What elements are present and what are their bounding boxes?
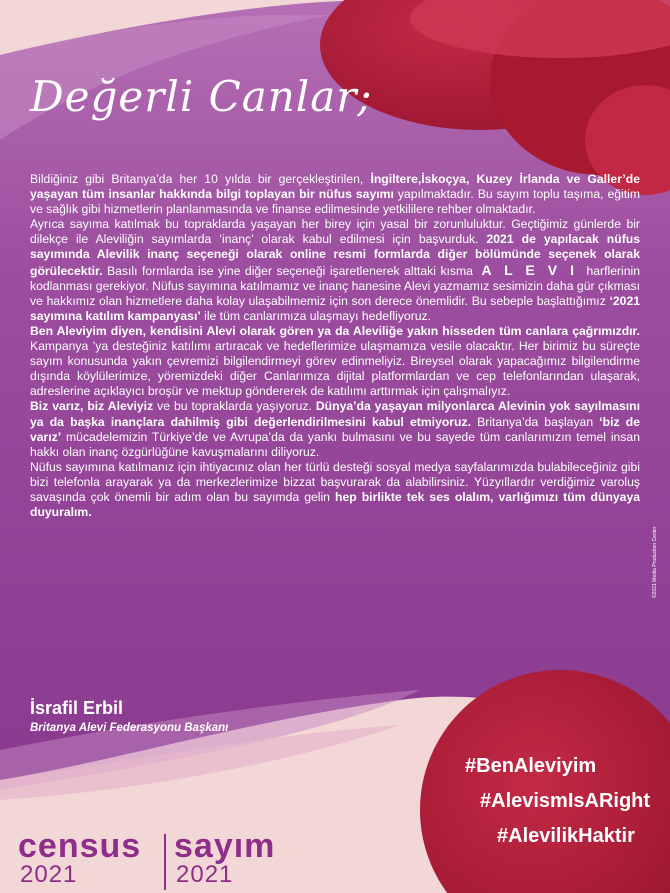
paragraph-3: Ben Aleviyim diyen, kendisini Alevi olarak gören ya da Aleviliğe yakın hisseden tüm canlara çağrımızdır. Kampanya ’ya desteğiniz katılımı artıracak ve hedeflerimize ulaşmamıza vesile olacaktır. Her birimiz bu süreçte sayım konusunda yakın çevremizi bilgilendirmeyi görev edinmeliyiz. Bireysel olarak yapacağımız bilgilendirme dışında köylülerimize, yöremizdeki diğer Canlarımıza dijital platformlardan ve cep telefonlarından ulaşarak, adreslerine açıklayıcı broşür ve mektup göndererek de katılımı arttırmak için çalışmalıyız. (30, 323, 640, 399)
paragraph-4: Biz varız, biz Aleviyiz ve bu topraklarda yaşıyoruz. Dünya’da yaşayan milyonlarca Alevinin yok sayılmasını ya da başka inançlara dahilmiş gibi değerlendirilmesini kabul etmiyoruz. Britanya’da başlayan ‘biz de varız’ mücadelemizin Türkiye’de ve Avrupa’da da yankı bulmasını ve bu sayede tüm canlarımızın temel insan hakkı olan inanç özgürlüğüne kavuşmalarını diliyoruz. (30, 399, 641, 459)
hashtag-ben-aleviyim: #BenAleviyim (465, 755, 597, 777)
paragraph-5: Nüfus sayımına katılmanız için ihtiyacınız olan her türlü desteği sosyal medya sayfalarımızda bulabileceğiniz gibi bizi telefonla arayarak ya da merkezlerimize bizzat başvurarak da alabilirsiniz. Yüzyıllardır verdiğimiz varoluş savaşında çok önemli bir adım olan bu sayımda gelin hep birlikte tek ses olalım, varlığımızı tüm dünyaya duyuralım. (30, 459, 640, 520)
paragraph-2: Ayrıca sayıma katılmak bu topraklarda yaşayan her birey için yasal bir zorunluluktur. Geçtiğimiz günlerde bir dilekçe ile Aleviliğin sayımlarda ‘inanç’ olarak kabul edilmesi için başvurduk. 2021 de yapılacak nüfus sayımında Alevilik inanç seçeneği olarak online resmi formlarda diğer bölümünde seçenek olarak görülecektir. Basılı formlarda ise yine diğer seçeneği işaretlenerek alttaki kısma A L E V I harflerinin kodlanması gerekiyor. Nüfus sayımına katılmamız ve inanç hanesine Alevi yazmamız sesimizin daha gür çıkması ve hakkımız olan hizmetlere daha kolay ulaşabilmemiz için son derece önemlidir. Bu sebeple başlattığımız ‘2021 sayımına katılım kampanyası’ ile tüm canlarımıza ulaşmayı hedefliyoruz. (30, 217, 641, 323)
alevi-spelled: A L E V I (481, 261, 578, 278)
hashtag-alevism-is-a-right: #AlevismIsARight (480, 790, 651, 812)
logo-divider (164, 834, 166, 890)
logo-year-left: 2021 (20, 861, 78, 888)
hashtag-alevilik-haktir: #AlevilikHaktir (497, 825, 635, 847)
salutation: Değerli Canlar; (30, 72, 373, 121)
logo-census-word: census (18, 827, 142, 865)
logo-sayim-word: sayım (174, 827, 276, 865)
copyright-note: ©2021 Media Production Center (652, 526, 658, 598)
letter-body (30, 172, 640, 520)
logo-year-right: 2021 (176, 861, 234, 888)
signature-name: İsrafil Erbil (30, 698, 124, 718)
signature-title: Britanya Alevi Federasyonu Başkanı (30, 722, 229, 734)
paragraph-1: Bildiğiniz gibi Britanya’da her 10 yılda bir gerçekleştirilen, İngiltere,İskoçya, Kuzey İrlanda ve Galler’de yaşayan tüm insanlar hakkında bilgi toplayan bir nüfus sayımı yapılmaktadır. Bu sayım toplu taşıma, eğitim ve sağlık gibi hizmetlerin planlanmasında ve finanse edilmesinde yetkililere rehber olmaktadır. (30, 172, 640, 217)
